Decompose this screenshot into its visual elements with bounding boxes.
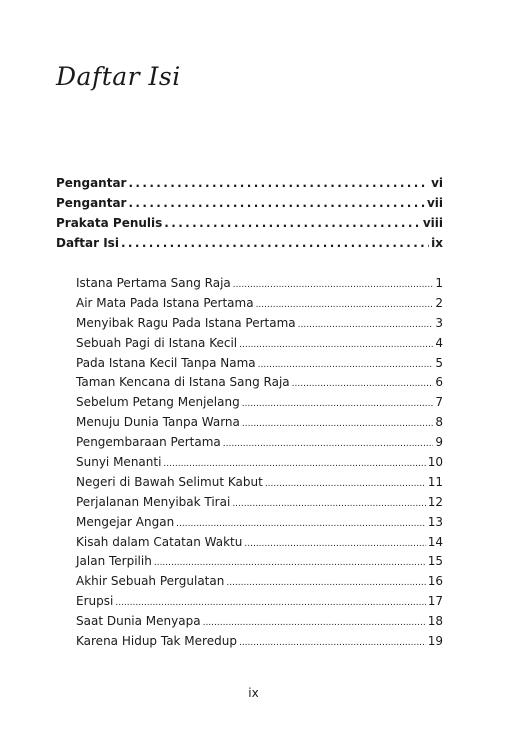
toc-entry[interactable]: [76, 495, 443, 515]
toc-entry[interactable]: [76, 634, 443, 654]
toc-entry-label: Daftar Isi: [56, 236, 119, 250]
dot-leader: [233, 280, 434, 290]
toc-entry-page: 9: [435, 435, 443, 450]
chapter-list: [76, 276, 443, 654]
toc-entry[interactable]: [76, 415, 443, 435]
toc-entry-page: viii: [422, 216, 443, 230]
dot-leader: [154, 558, 426, 568]
toc-entry-page: 2: [435, 295, 443, 310]
toc-entry-label: Jalan Terpilih: [76, 554, 152, 569]
page-number: ix: [248, 686, 259, 700]
toc-entry[interactable]: [76, 515, 443, 535]
toc-entry[interactable]: [76, 535, 443, 555]
toc-entry-label: Menyibak Ragu Pada Istana Pertama: [76, 315, 296, 330]
toc-entry-page: 11: [427, 474, 443, 489]
toc-entry[interactable]: [56, 236, 443, 256]
dot-leader: [239, 638, 426, 648]
dot-leader: [163, 459, 425, 469]
toc-entry-page: 16: [427, 574, 443, 589]
toc-entry-page: 6: [435, 375, 443, 390]
toc-entry[interactable]: [76, 316, 443, 336]
toc-entry-page: 3: [435, 315, 443, 330]
dot-leader: [203, 618, 426, 628]
toc-entry-page: 10: [427, 455, 443, 470]
dot-leader: [115, 598, 425, 608]
toc-entry-label: Istana Pertama Sang Raja: [76, 276, 231, 290]
toc-entry-label: Prakata Penulis: [56, 216, 163, 230]
toc-entry-label: Sunyi Menanti: [76, 455, 162, 470]
toc-entry-page: 17: [427, 594, 443, 609]
dot-leader: [298, 320, 434, 330]
toc-entry[interactable]: [76, 435, 443, 455]
toc-entry-label: Pengembaraan Pertama: [76, 435, 221, 450]
dot-leader: [226, 578, 425, 588]
toc-entry-page: 5: [435, 355, 443, 370]
toc-entry-page: vi: [431, 176, 443, 190]
toc-entry[interactable]: [76, 336, 443, 356]
toc-entry-page: 19: [427, 634, 443, 649]
dot-leader: [265, 479, 426, 489]
toc-entry-page: ix: [431, 236, 443, 250]
dot-leader: [164, 216, 421, 230]
toc-entry-page: 4: [435, 335, 443, 350]
toc-entry[interactable]: [76, 574, 443, 594]
toc-entry[interactable]: [76, 554, 443, 574]
toc-entry[interactable]: [76, 614, 443, 634]
toc-entry[interactable]: [76, 276, 443, 296]
toc-entry[interactable]: [56, 196, 443, 216]
toc-entry-label: Air Mata Pada Istana Pertama: [76, 295, 254, 310]
toc-entry[interactable]: [76, 356, 443, 376]
dot-leader: [128, 176, 429, 190]
toc-entry-label: Akhir Sebuah Pergulatan: [76, 574, 225, 589]
toc-entry[interactable]: [76, 475, 443, 495]
toc-entry-label: Sebelum Petang Menjelang: [76, 395, 240, 410]
toc-entry-page: 7: [435, 395, 443, 410]
toc-entry-page: 1: [435, 276, 443, 290]
front-matter-list: [56, 176, 443, 256]
dot-leader: [256, 300, 434, 310]
toc-entry-label: Sebuah Pagi di Istana Kecil: [76, 335, 238, 350]
toc-entry-label: Erupsi: [76, 594, 114, 609]
toc-entry-label: Taman Kencana di Istana Sang Raja: [76, 375, 290, 390]
toc-entry[interactable]: [76, 375, 443, 395]
toc-entry-label: Pada Istana Kecil Tanpa Nama: [76, 355, 256, 370]
toc-entry-label: Pengantar: [56, 176, 127, 190]
toc-entry-page: 15: [427, 554, 443, 569]
toc-entry-label: Mengejar Angan: [76, 514, 175, 529]
toc-entry-label: Perjalanan Menyibak Tirai: [76, 494, 231, 509]
toc-entry-page: 13: [427, 514, 443, 529]
toc-entry[interactable]: [56, 176, 443, 196]
toc-entry-page: 8: [435, 415, 443, 430]
toc-entry[interactable]: [76, 395, 443, 415]
dot-leader: [242, 399, 434, 409]
toc-entry-page: 18: [427, 614, 443, 629]
toc-entry-page: 14: [427, 534, 443, 549]
dot-leader: [244, 539, 425, 549]
dot-leader: [176, 519, 426, 529]
toc-entry[interactable]: [76, 455, 443, 475]
dot-leader: [242, 419, 433, 429]
dot-leader: [232, 499, 425, 509]
toc-entry[interactable]: [76, 594, 443, 614]
toc-entry-label: Saat Dunia Menyapa: [76, 614, 201, 629]
toc-entry-label: Karena Hidup Tak Meredup: [76, 634, 237, 649]
dot-leader: [223, 439, 434, 449]
dot-leader: [128, 196, 424, 210]
dot-leader: [239, 340, 433, 350]
toc-entry-page: 12: [427, 494, 443, 509]
toc-entry-label: Pengantar: [56, 196, 127, 210]
toc-entry-label: Menuju Dunia Tanpa Warna: [76, 415, 240, 430]
toc-entry[interactable]: [56, 216, 443, 236]
toc-entry-page: vii: [426, 196, 443, 210]
toc-entry-label: Kisah dalam Catatan Waktu: [76, 534, 243, 549]
page-title: Daftar Isi: [56, 62, 181, 91]
toc-entry-label: Negeri di Bawah Selimut Kabut: [76, 474, 263, 489]
dot-leader: [258, 360, 434, 370]
dot-leader: [292, 379, 434, 389]
toc-entry[interactable]: [76, 296, 443, 316]
dot-leader: [121, 236, 429, 250]
